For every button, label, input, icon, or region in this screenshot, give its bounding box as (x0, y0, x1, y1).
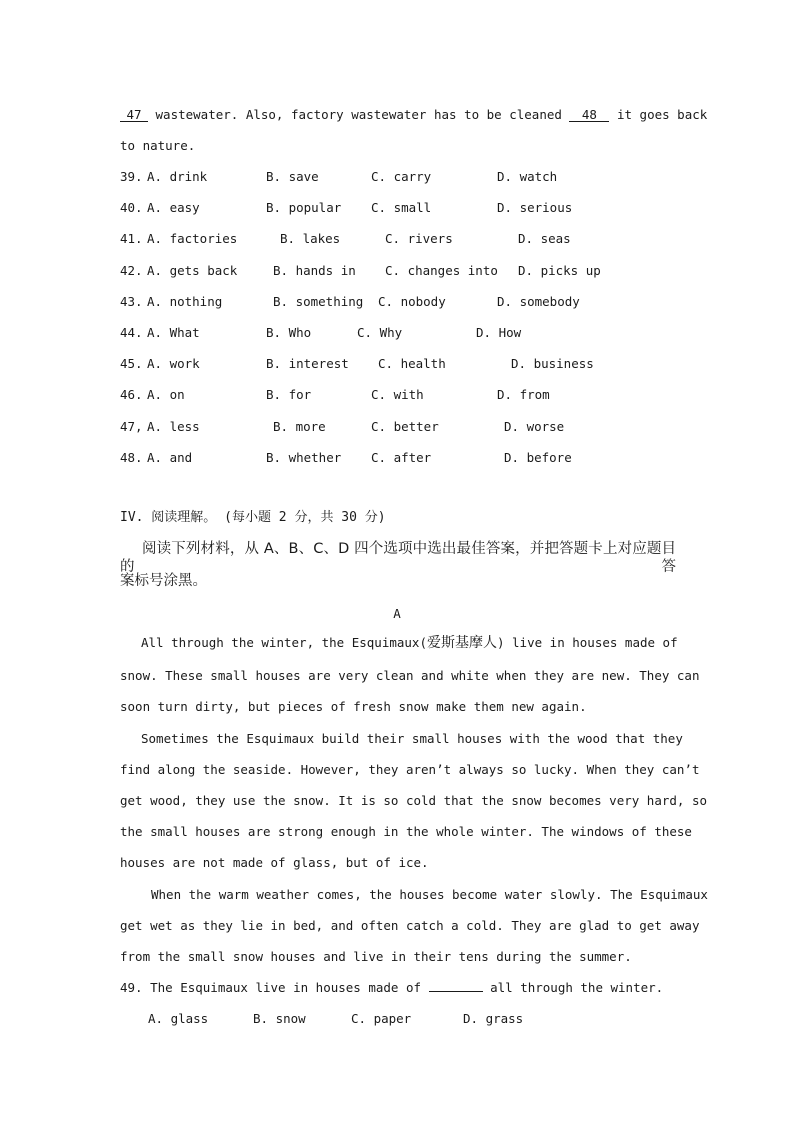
answer-blank (429, 991, 483, 992)
option-b: B. save (266, 169, 319, 184)
question-number: 44. (120, 325, 143, 340)
option-a: A. glass (148, 1011, 209, 1026)
option-d: D. How (476, 325, 522, 340)
option-d: D. grass (463, 1011, 524, 1026)
question-49-stem (120, 980, 676, 996)
option-c: C. with (371, 387, 424, 402)
option-a: A. easy (147, 200, 200, 215)
passage-p2-line-3: get wood, they use the snow. It is so cold that the snow becomes very hard, so (120, 793, 707, 808)
passage-chinese-gloss: 爱斯基摩人 (426, 635, 497, 651)
question-number: 43. (120, 294, 143, 309)
cloze-text-a: wastewater. Also, factory wastewater has to be cleaned (148, 107, 570, 122)
passage-p2-line-5: houses are not made of glass, but of ice. (120, 855, 429, 870)
passage-p2-line-1: Sometimes the Esquimaux build their small houses with the wood that they (141, 731, 683, 746)
passage-p2-line-2: find along the seaside. However, they aren’t always so lucky. When they can’t (120, 762, 700, 777)
option-a: A. drink (147, 169, 208, 184)
option-c: C. after (371, 450, 432, 465)
option-d: D. somebody (497, 294, 580, 309)
option-c: C. carry (371, 169, 432, 184)
option-c: C. changes into (385, 263, 498, 278)
option-c: C. health (378, 356, 446, 371)
passage-p1-line-2: snow. These small houses are very clean and white when they are new. They can (120, 668, 700, 683)
option-d: D. serious (497, 200, 573, 215)
question-text: 49. The Esquimaux live in houses made of (120, 980, 429, 995)
passage-p1-line-1 (141, 635, 676, 651)
question-number: 41. (120, 231, 143, 246)
question-number: 42. (120, 263, 143, 278)
question-text: all through the winter. (482, 980, 664, 995)
option-b: B. Who (266, 325, 312, 340)
passage-p3-line-3: from the small snow houses and live in their tens during the summer. (120, 949, 632, 964)
option-c: C. Why (357, 325, 403, 340)
passage-p3-line-2: get wet as they lie in bed, and often catch a cold. They are glad to get away (120, 918, 700, 933)
cloze-line-2: to nature. (120, 138, 196, 153)
option-a: A. gets back (147, 263, 238, 278)
option-a: A. factories (147, 231, 238, 246)
option-b: B. popular (266, 200, 342, 215)
option-d: D. from (497, 387, 550, 402)
cloze-text-b: it goes back (609, 107, 708, 122)
instruction-line-2: 案标号涂黑。 (120, 573, 207, 589)
option-c: C. better (371, 419, 439, 434)
option-c: C. small (371, 200, 432, 215)
passage-text: ) live in houses made of (496, 635, 678, 650)
passage-text: All through the winter, the Esquimaux( (141, 635, 427, 650)
option-b: B. whether (266, 450, 342, 465)
section-heading: IV. 阅读理解。 (每小题 2 分，共 30 分) (120, 510, 386, 525)
passage-label: A (393, 606, 401, 621)
option-d: D. watch (497, 169, 558, 184)
question-number: 45. (120, 356, 143, 371)
option-d: D. worse (504, 419, 565, 434)
question-number: 48. (120, 450, 143, 465)
option-c: C. nobody (378, 294, 446, 309)
option-c: C. rivers (385, 231, 453, 246)
option-d: D. business (511, 356, 594, 371)
question-number: 47, (120, 419, 143, 434)
option-d: D. picks up (518, 263, 601, 278)
option-d: D. before (504, 450, 572, 465)
option-b: B. lakes (280, 231, 341, 246)
cloze-line-1 (120, 107, 708, 123)
option-a: A. and (147, 450, 193, 465)
option-d: D. seas (518, 231, 571, 246)
question-number: 46. (120, 387, 143, 402)
blank-47: 47 (120, 108, 148, 122)
option-b: B. more (273, 419, 326, 434)
option-b: B. something (273, 294, 364, 309)
option-a: A. on (147, 387, 185, 402)
option-b: B. for (266, 387, 312, 402)
passage-p3-line-1: When the warm weather comes, the houses become water slowly. The Esquimaux (151, 887, 708, 902)
blank-48: 48 (569, 108, 609, 122)
option-a: A. work (147, 356, 200, 371)
option-b: B. snow (253, 1011, 306, 1026)
passage-p2-line-4: the small houses are strong enough in the whole winter. The windows of these (120, 824, 692, 839)
option-b: B. interest (266, 356, 349, 371)
option-b: B. hands in (273, 263, 356, 278)
question-number: 40. (120, 200, 143, 215)
option-a: A. less (147, 419, 200, 434)
passage-p1-line-3: soon turn dirty, but pieces of fresh snow make them new again. (120, 699, 587, 714)
option-a: A. nothing (147, 294, 223, 309)
option-c: C. paper (351, 1011, 412, 1026)
instruction-line-1: 阅读下列材料，从 A、B、C、D 四个选项中选出最佳答案，并把答题卡上对应题目的答 (120, 541, 676, 575)
question-number: 39. (120, 169, 143, 184)
option-a: A. What (147, 325, 200, 340)
